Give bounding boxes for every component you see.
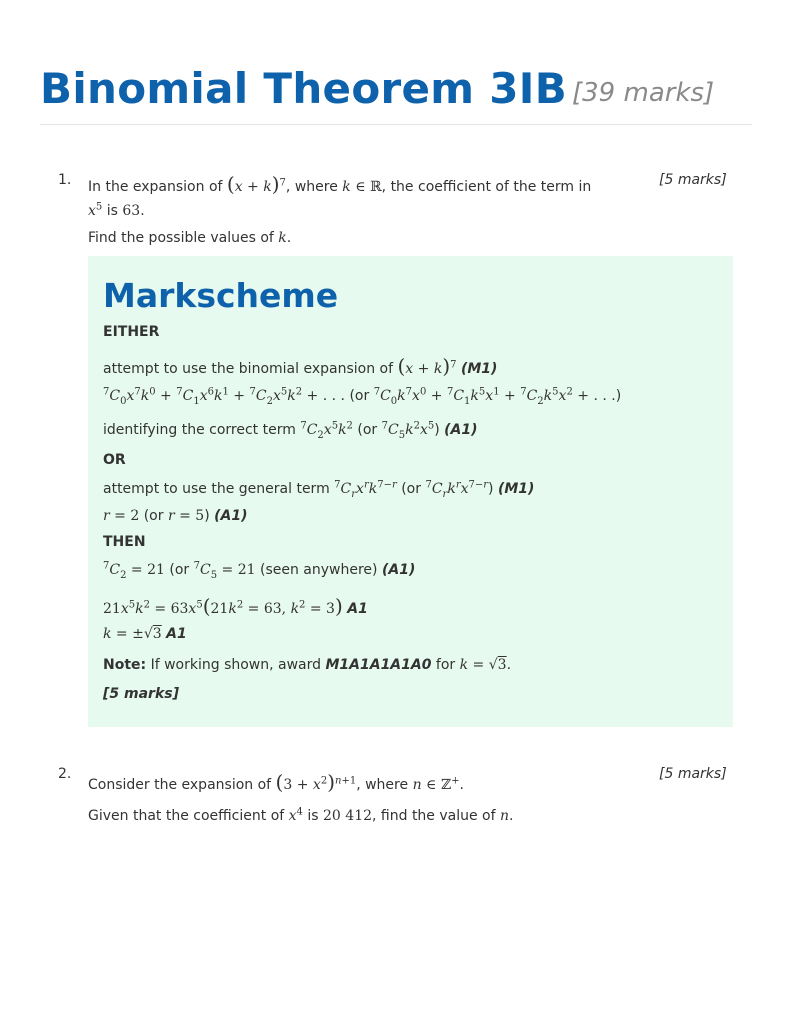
ms-note: Note: If working shown, award M1A1A1A1A0 for k = √3. <box>103 657 512 673</box>
ms-step-7: $21x^5k^2 = 63x^5(21k^2 = 63$, $k^2 = 3$) A1 <box>103 594 368 618</box>
markscheme-heading: Markscheme <box>103 276 339 315</box>
ms-total-marks: [5 marks] <box>103 686 179 702</box>
page-title: Binomial Theorem 3IB <box>40 64 568 113</box>
ms-step-1: attempt to use the binomial expansion of $(x + k)^7$ (M1) <box>103 354 498 378</box>
question-2-line-2: Given that the coefficient of $x^4$ is 20 412, find the value of n. <box>88 806 514 824</box>
question-number: 1. <box>58 172 72 188</box>
question-2-line-1: Consider the expansion of $(3 + x^2)^{n+1}$, where n ∈ ℤ+. <box>88 770 464 794</box>
ms-step-2: $^7C_0x^7k^0 + ^7C_1x^6k^1 + ^7C_2x^5k^2$ + . . . (or $^7C_0k^7x^0 + ^7C_1k^5x^1 + ^7C_2k^5x^2$ + . . .) <box>103 386 622 407</box>
either-label: EITHER <box>103 324 160 340</box>
ms-step-3: identifying the correct term $^7C_2x^5k^2$ (or $^7C_5k^2x^5$) (A1) <box>103 420 478 441</box>
or-label: OR <box>103 452 126 468</box>
ms-step-4: attempt to use the general term $^7C_rx^rk^{7-r}$ (or $^7C_rk^rx^{7-r}$) (M1) <box>103 479 535 500</box>
question-1-line-2: $x^5$ is 63. <box>88 201 145 219</box>
ms-step-6: $^7C_2 = 21$ (or $^7C_5 = 21$ (seen anywhere) (A1) <box>103 560 416 581</box>
ms-step-8: k = ±√3 A1 <box>103 626 187 642</box>
markscheme-panel <box>88 256 733 727</box>
question-marks: [5 marks] <box>659 172 727 188</box>
ms-step-5: r = 2 (or r = 5) (A1) <box>103 508 248 524</box>
page-header <box>40 64 752 125</box>
question-1-line-1: In the expansion of $(x + k)^7$, where k ∈ ℝ, the coefficient of the term in <box>88 172 592 196</box>
total-marks: [39 marks] <box>572 78 715 108</box>
then-label: THEN <box>103 534 146 550</box>
question-number: 2. <box>58 766 72 782</box>
question-marks: [5 marks] <box>659 766 727 782</box>
question-1-line-3: Find the possible values of k. <box>88 230 292 246</box>
